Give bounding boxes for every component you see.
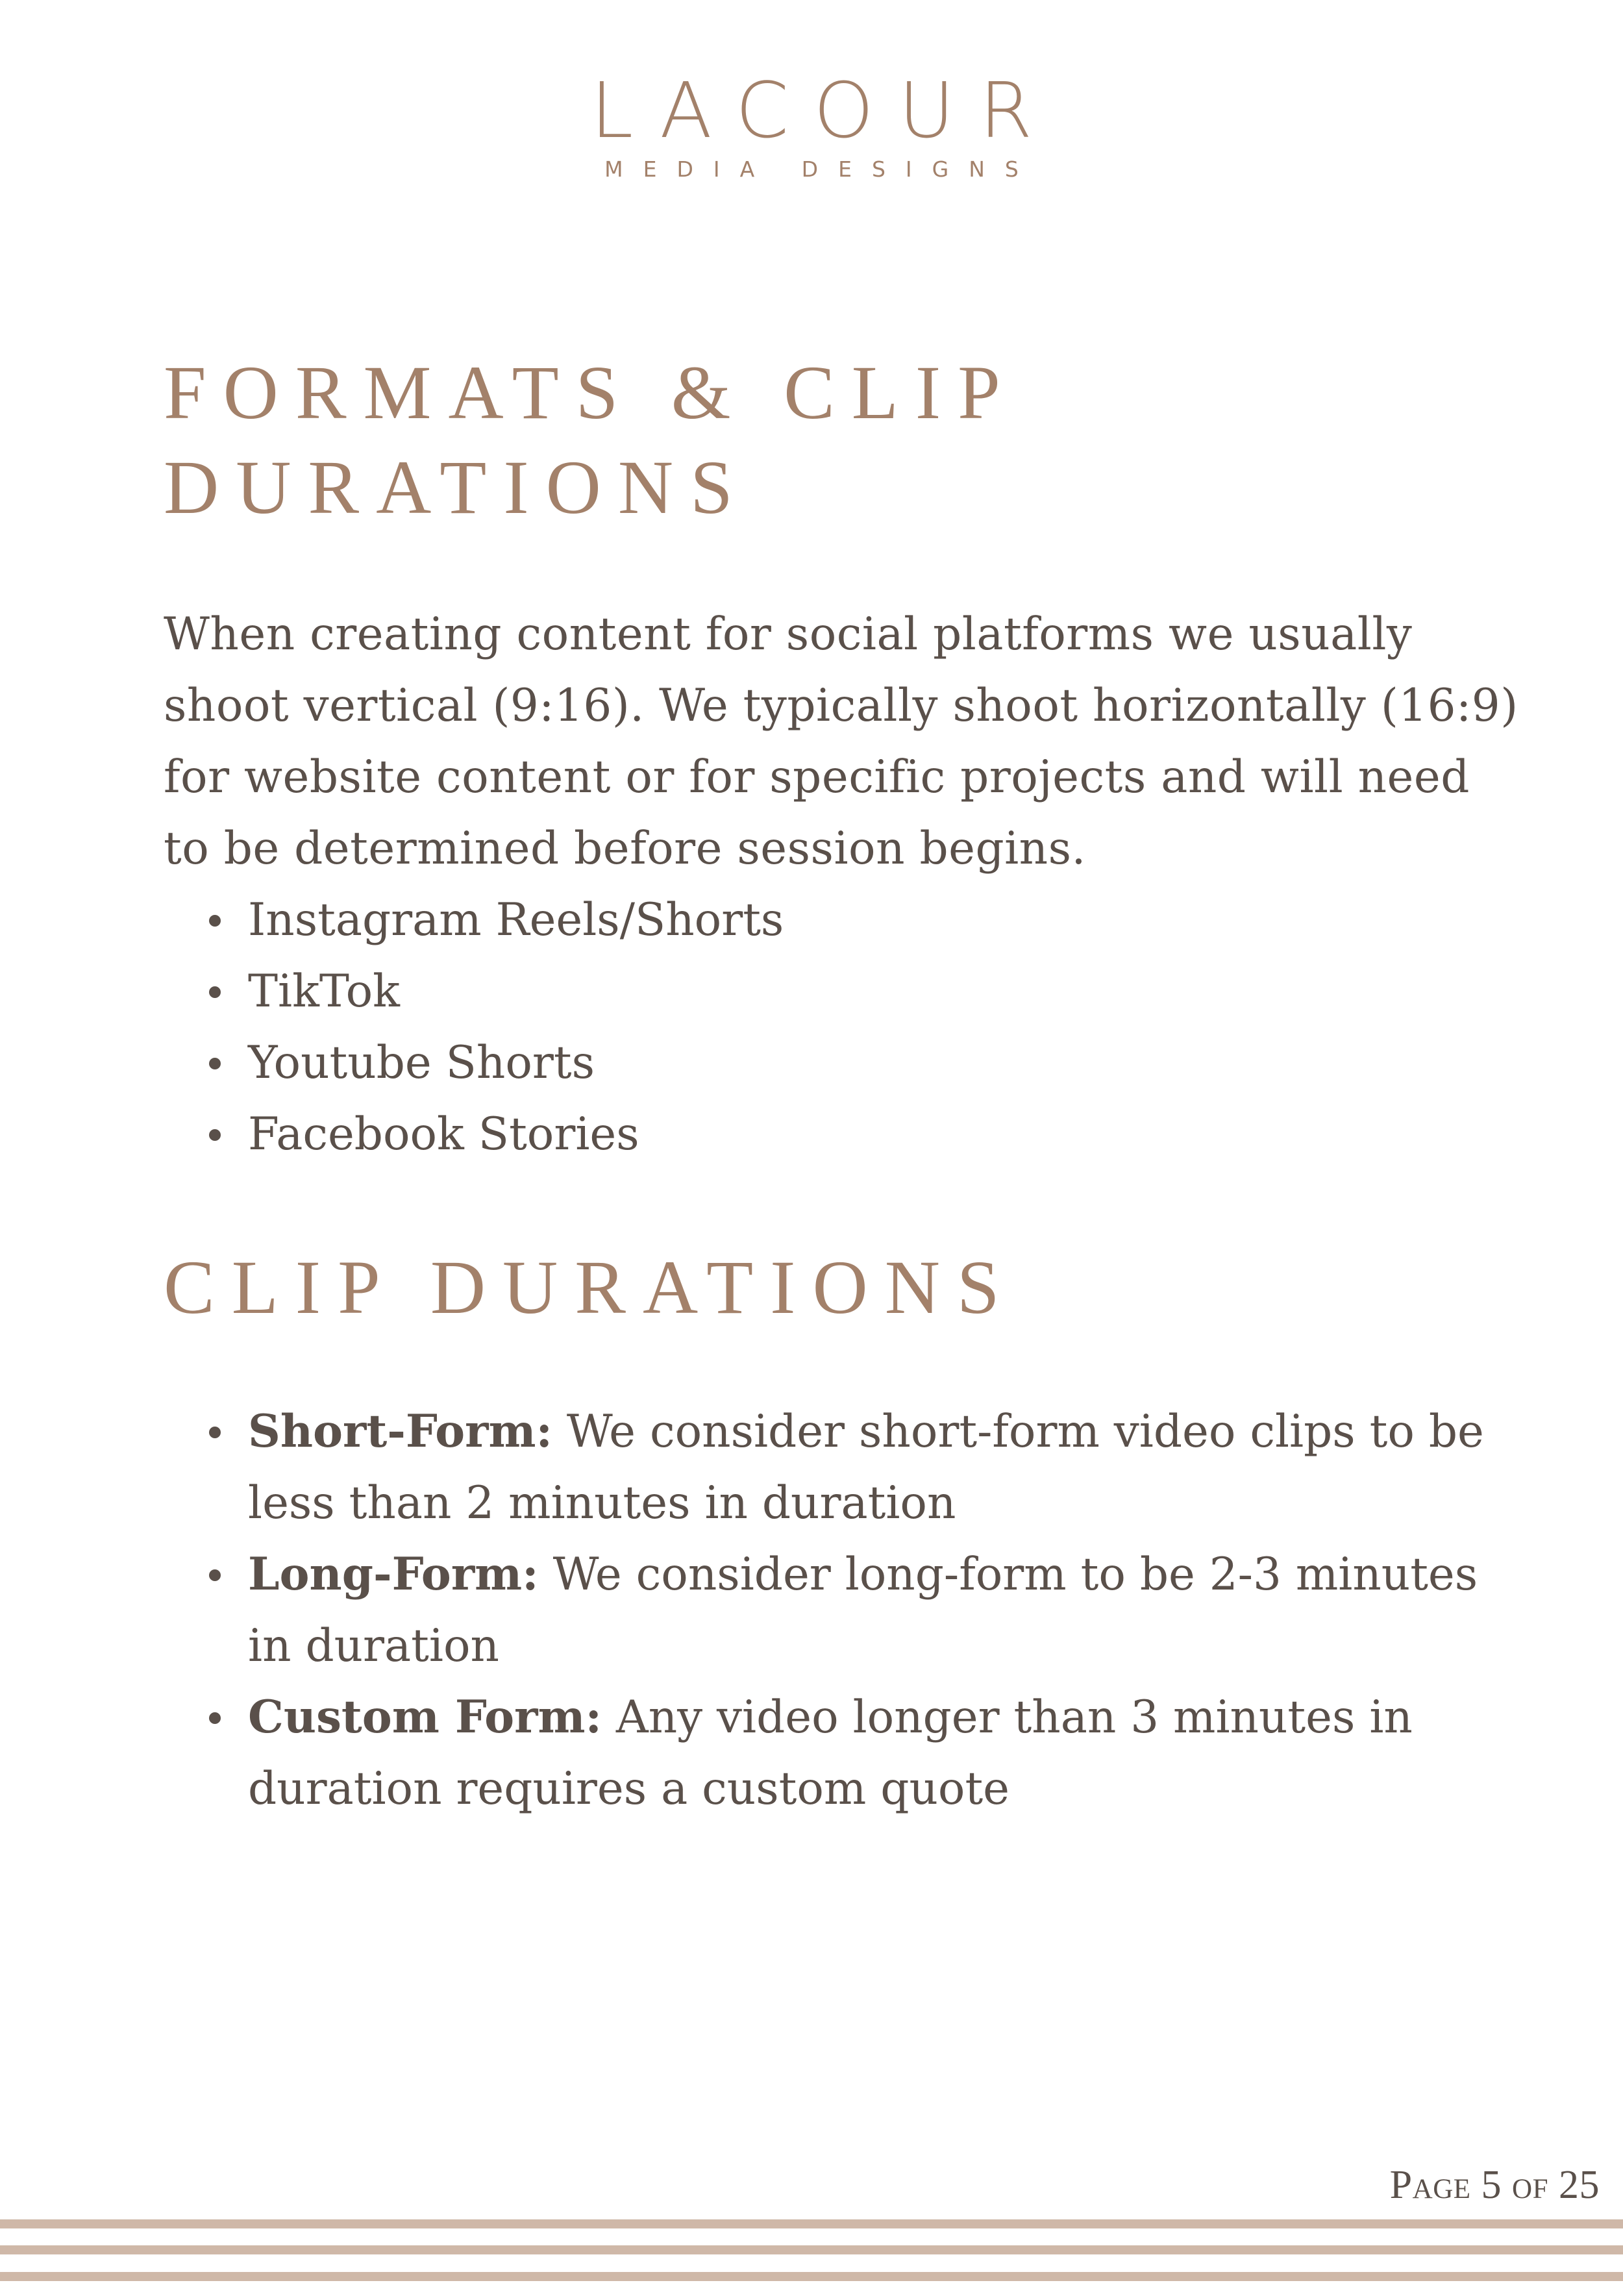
page-number: Page 5 of 25: [1389, 2163, 1600, 2207]
platform-label: TikTok: [248, 966, 400, 1017]
list-item: [164, 956, 1397, 1027]
list-item: [164, 1027, 1397, 1099]
list-item: [164, 1396, 1520, 1539]
brand-logo: [0, 65, 1623, 186]
list-item: [164, 1539, 1520, 1682]
platform-label: Instagram Reels/Shorts: [248, 894, 784, 946]
duration-description: We consider long-form to be 2-3 minutes in duration: [248, 1549, 1478, 1672]
footer-stripe: [0, 2219, 1623, 2228]
duration-description: We consider short-form video clips to be less than 2 minutes in duration: [248, 1406, 1484, 1529]
duration-term: Custom Form:: [248, 1691, 602, 1743]
footer-stripe: [0, 2272, 1623, 2281]
platform-list: [164, 884, 1397, 1170]
footer-stripe: [0, 2245, 1623, 2254]
section-heading-clip-durations: CLIP DURATIONS: [164, 1245, 1017, 1330]
section-heading-formats: [164, 345, 1332, 535]
duration-list: [164, 1396, 1520, 1825]
list-item: [164, 1099, 1397, 1170]
duration-term: Short-Form:: [248, 1405, 552, 1458]
logo-wordmark: LACOUR: [590, 66, 1058, 155]
heading-line-2: DURATIONS: [164, 445, 750, 530]
duration-term: Long-Form:: [248, 1548, 539, 1601]
platform-label: Youtube Shorts: [248, 1037, 595, 1089]
platform-label: Facebook Stories: [248, 1108, 639, 1160]
list-item: [164, 884, 1397, 956]
heading-line-1: FORMATS & CLIP: [164, 350, 1017, 435]
logo-tagline: MEDIA DESIGNS: [604, 156, 1039, 182]
list-item: [164, 1682, 1520, 1825]
duration-description: Any video longer than 3 minutes in duration requires a custom quote: [248, 1691, 1413, 1815]
intro-paragraph: When creating content for social platforms we usually shoot vertical (9:16). We typically shoot horizontally (16:9) for website content or for specific projects and will need to be determined before session begins.: [164, 608, 1518, 875]
